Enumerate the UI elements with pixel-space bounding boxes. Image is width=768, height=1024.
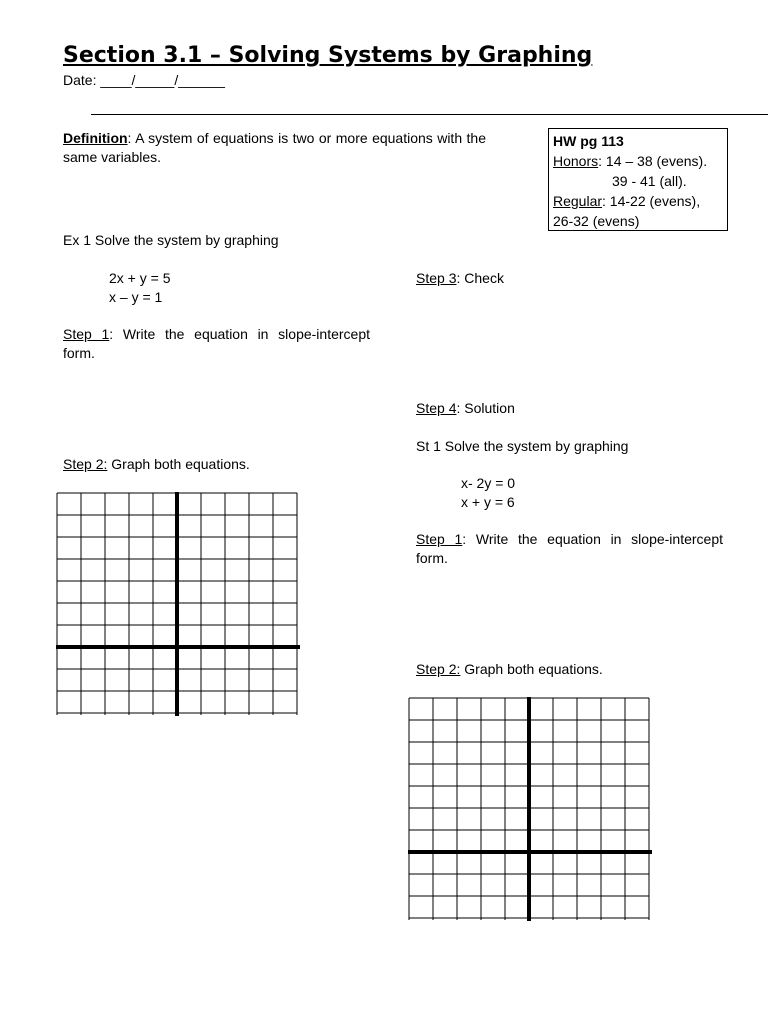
student1-step2-text: Graph both equations. bbox=[460, 661, 603, 677]
divider bbox=[91, 114, 768, 115]
definition-term: Definition bbox=[63, 130, 128, 146]
example1-step2-label: Step 2: bbox=[63, 456, 108, 472]
definition bbox=[63, 129, 486, 167]
example1-heading: Ex 1 Solve the system by graphing bbox=[63, 232, 279, 248]
example1-step1-label: Step 1 bbox=[63, 326, 110, 342]
student1-step2 bbox=[416, 660, 603, 679]
example1-step3 bbox=[416, 269, 504, 288]
student1-equation-2: x + y = 6 bbox=[461, 494, 515, 510]
honors-text: : 14 – 38 (evens). bbox=[598, 153, 708, 169]
honors-line-2: 39 - 41 (all). bbox=[612, 173, 687, 189]
example1-step2 bbox=[63, 455, 250, 474]
example1-step4-text: : Solution bbox=[456, 400, 515, 416]
example1-step3-label: Step 3 bbox=[416, 270, 457, 286]
date-line: Date: ____/_____/______ bbox=[63, 72, 225, 88]
example1-equation-1: 2x + y = 5 bbox=[109, 270, 171, 286]
example1-step4 bbox=[416, 399, 515, 418]
student1-step1 bbox=[416, 530, 723, 549]
homework-title: HW pg 113 bbox=[553, 133, 624, 149]
student1-heading: St 1 Solve the system by graphing bbox=[416, 438, 629, 454]
regular-line bbox=[553, 191, 723, 211]
example1-step1-text: : Write the equation in slope-intercept bbox=[109, 326, 370, 342]
student1-step1-text: : Write the equation in slope-intercept bbox=[462, 531, 723, 547]
student1-step2-label: Step 2: bbox=[416, 661, 461, 677]
example1-step1-cont: form. bbox=[63, 345, 95, 361]
honors-label: Honors bbox=[553, 153, 599, 169]
student1-equation-1: x- 2y = 0 bbox=[461, 475, 516, 491]
example1-equation-2: x – y = 1 bbox=[109, 289, 163, 305]
example1-step1 bbox=[63, 325, 370, 344]
homework-box bbox=[548, 128, 728, 231]
example1-step2-text: Graph both equations. bbox=[107, 456, 250, 472]
example1-step3-text: : Check bbox=[456, 270, 504, 286]
page-title: Section 3.1 – Solving Systems by Graphing bbox=[63, 43, 593, 68]
definition-text: : A system of equations is two or more equations with the same variables. bbox=[63, 130, 486, 165]
student1-step1-cont: form. bbox=[416, 550, 448, 566]
regular-line-2: 26-32 (evens) bbox=[553, 213, 640, 229]
student1-step1-label: Step 1 bbox=[416, 531, 463, 547]
regular-label: Regular bbox=[553, 193, 603, 209]
regular-text: : 14-22 (evens), bbox=[602, 193, 701, 209]
student1-graph-grid bbox=[408, 697, 652, 921]
example1-step4-label: Step 4 bbox=[416, 400, 457, 416]
example1-graph-grid bbox=[56, 492, 300, 716]
honors-line bbox=[553, 151, 723, 171]
